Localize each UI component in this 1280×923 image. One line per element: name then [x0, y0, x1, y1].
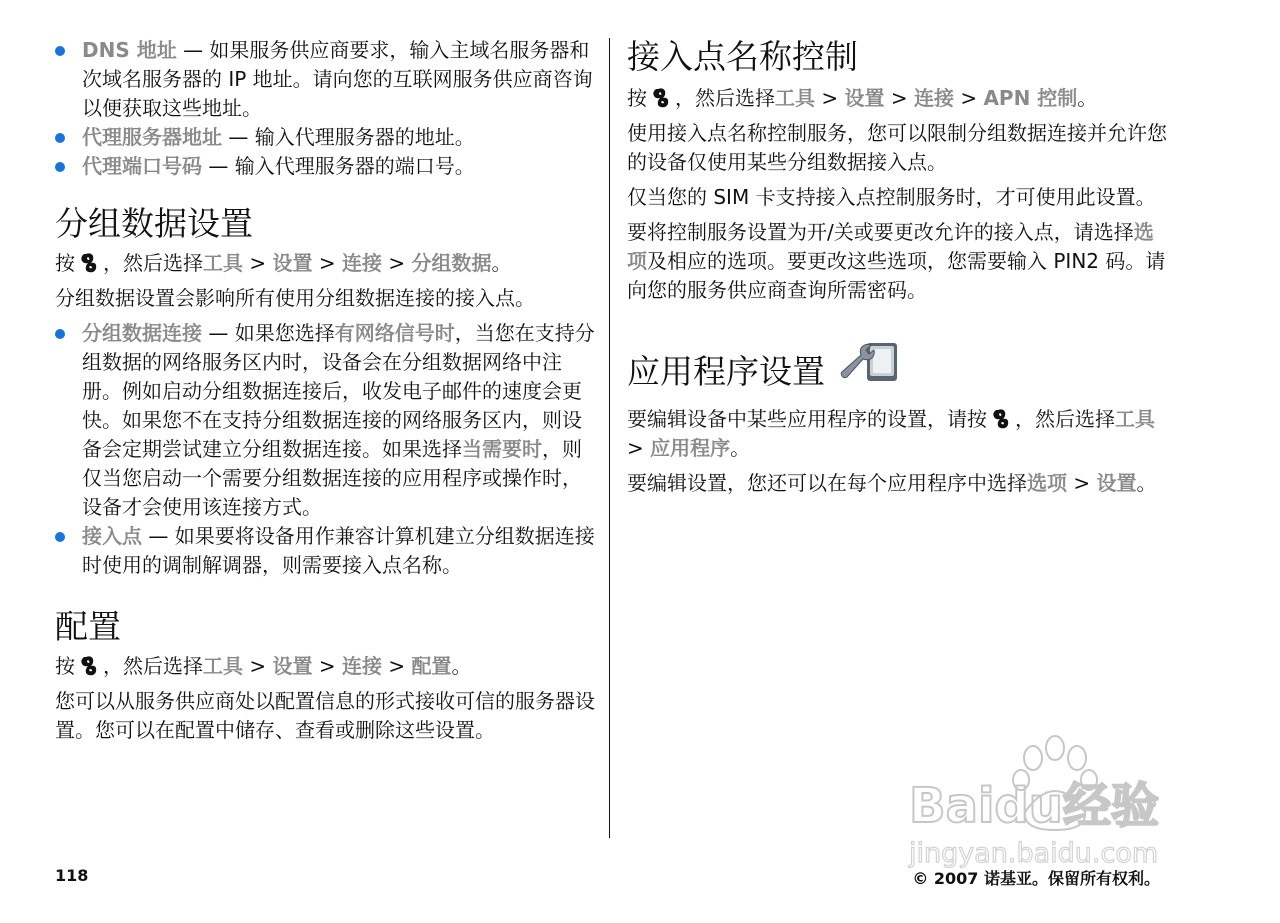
app-paragraph: 要编辑设置，您还可以在每个应用程序中选择选项 > 设置。 — [627, 471, 1157, 495]
packet-bullet-list — [55, 319, 597, 580]
copyright: © 2007 诺基亚。保留所有权利。 — [912, 869, 1160, 888]
setting-term: 代理服务器地址 — [82, 125, 222, 149]
watermark-url: jingyan.baidu.com — [909, 838, 1159, 869]
apn-paragraph: 要将控制服务设置为开/关或要更改允许的接入点，请选择选项及相应的选项。要更改这些选项，您需要输入 PIN2 码。请向您的服务供应商查询所需密码。 — [627, 220, 1166, 302]
menu-key-icon — [651, 87, 671, 109]
option-name: 选项 — [627, 220, 1154, 273]
list-item: 接入点 — 如果要将设备用作兼容计算机建立分组数据连接时使用的调制解调器，则需要接入点名称。 — [55, 522, 597, 580]
option-name: 当需要时 — [462, 437, 542, 461]
option-name: 设置 — [1096, 471, 1137, 495]
right-column — [627, 36, 1172, 498]
section-heading-packet-data: 分组数据设置 — [55, 204, 253, 243]
menu-key-icon — [991, 408, 1011, 430]
list-item — [55, 36, 597, 123]
config-description: 您可以从服务供应商处以配置信息的形式接收可信的服务器设置。您可以在配置中储存、查看或删除这些设置。 — [55, 689, 595, 742]
config-menu-path: 按 ，然后选择工具 > 设置 > 连接 > 配置。 — [55, 654, 472, 678]
column-divider — [609, 38, 610, 838]
section-heading-configuration: 配置 — [55, 607, 121, 646]
list-item — [55, 123, 597, 152]
list-item: 分组数据连接 — 如果您选择有网络信号时，当您在支持分组数据的网络服务区内时，设备会在分组数据网络中注册。例如启动分组数据连接后，收发电子邮件的速度会更快。如果您不在支持分组数据连接的网络服务区内，则设备会定期尝试建立分组数据连接。如果选择当需要时，则仅当您启动一个需要分组数据连接的应用程序或操作时，设备才会使用该连接方式。 — [55, 319, 597, 522]
page-number: 118 — [55, 866, 89, 885]
list-item — [55, 152, 597, 181]
option-name: 有网络信号时 — [334, 321, 455, 345]
app-menu-path: 要编辑设备中某些应用程序的设置，请按 ，然后选择工具 > 应用程序。 — [627, 407, 1155, 460]
setting-term: DNS 地址 — [82, 38, 177, 62]
section-heading-apn-control: 接入点名称控制 — [627, 37, 858, 76]
setting-desc: — 输入代理服务器的端口号。 — [202, 154, 475, 178]
setting-term: 分组数据连接 — [82, 321, 202, 345]
left-column — [55, 36, 597, 745]
setting-desc: — 如果服务供应商要求，输入主域名服务器和次域名服务器的 IP 地址。请向您的互联网服务供应商咨询以便获取这些地址。 — [82, 38, 593, 120]
menu-key-icon — [79, 655, 99, 677]
setting-term: 接入点 — [82, 524, 142, 548]
section-heading-app-settings: 应用程序设置 — [627, 341, 1172, 397]
option-name: 选项 — [1027, 471, 1067, 495]
apn-paragraph: 使用接入点名称控制服务，您可以限制分组数据连接并允许您的设备仅使用某些分组数据接入点。 — [627, 121, 1167, 174]
menu-key-icon — [79, 252, 99, 274]
watermark-brand: Baidu经验 — [909, 778, 1159, 834]
setting-term: 代理端口号码 — [82, 154, 202, 178]
wrench-settings-icon — [839, 341, 901, 385]
intro-bullet-list — [55, 36, 597, 181]
baidu-watermark — [905, 730, 1205, 870]
apn-paragraph: 仅当您的 SIM 卡支持接入点控制服务时，才可使用此设置。 — [627, 185, 1156, 209]
packet-description: 分组数据设置会影响所有使用分组数据连接的接入点。 — [55, 286, 535, 310]
setting-desc: — 输入代理服务器的地址。 — [222, 125, 475, 149]
apn-menu-path: 按 ，然后选择工具 > 设置 > 连接 > APN 控制。 — [627, 86, 1098, 110]
packet-menu-path: 按 ，然后选择工具 > 设置 > 连接 > 分组数据。 — [55, 251, 512, 275]
